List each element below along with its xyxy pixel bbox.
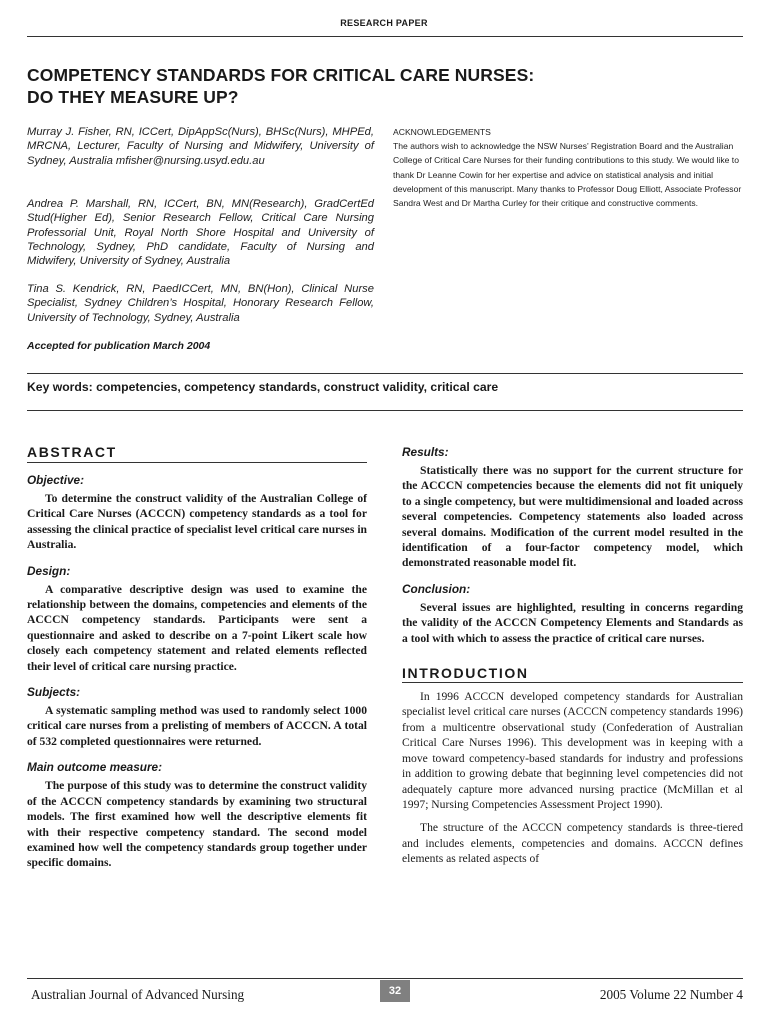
author-kendrick: Tina S. Kendrick, RN, PaedICCert, MN, BN(Hon), Clinical Nurse Specialist, Sydney Children’s Hospital, Honorary Research Fellow, University of Technology, Sydney, Australia <box>27 283 374 324</box>
keywords-top-rule <box>27 373 743 374</box>
results-text: Statistically there was no support for the current structure for the ACCCN competencies because the elements did not fit uniquely to a single competency, but were multidimensional and loaded across several competencies. Competency statements also loaded across several domains. Modification of the current model resulted in the identification of a four-factor competency model, which demonstrated reasonable model fit. <box>402 464 743 570</box>
abstract-heading: ABSTRACT <box>27 444 117 460</box>
keywords: Key words: competencies, competency standards, construct validity, critical care <box>27 380 499 394</box>
page-number: 32 <box>380 980 410 1002</box>
footer-journal-name: Australian Journal of Advanced Nursing <box>31 987 245 1002</box>
introduction-heading-rule <box>402 682 743 683</box>
paper-title <box>27 64 567 108</box>
abstract-right-column <box>402 445 743 867</box>
author-marshall: Andrea P. Marshall, RN, ICCert, BN, MN(Research), GradCertEd Stud(Higher Ed), Senior Research Fellow, Critical Care Nursing Professorial Unit, Royal North Shore Hospital and University of Technology, Sydney, PhD candidate, Faculty of Nursing and Midwifery, University of Sydney, Australia <box>27 198 374 268</box>
conclusion-heading: Conclusion: <box>402 581 471 596</box>
design-heading: Design: <box>27 563 71 578</box>
subjects-heading: Subjects: <box>27 685 81 700</box>
acknowledgements <box>393 125 743 210</box>
introduction-paragraph-2: The structure of the ACCCN competency standards is three-tiered and includes elements, competencies and domains. ACCCN defines elements as related aspects of <box>402 821 743 866</box>
outcome-text: The purpose of this study was to determine the construct validity of the ACCCN competency standards by examining two structural models. The first examined how well the descriptive elements fit with their respective competency standard. The second model examined how well the competency standards group together under specific domains. <box>27 779 367 870</box>
outcome-heading: Main outcome measure: <box>27 760 163 775</box>
subjects-text: A systematic sampling method was used to randomly select 1000 critical care nurses from a prelisting of members of ACCCN. A total of 532 completed questionnaires were returned. <box>27 704 367 748</box>
objective-text: To determine the construct validity of the Australian College of Critical Care Nurses (ACCCN) competency standards as a tool for assessing the clinical practice of specialist level critical care nurses in Australia. <box>27 492 367 552</box>
footer-volume: 2005 Volume 22 Number 4 <box>599 987 743 1002</box>
author-fisher: Murray J. Fisher, RN, ICCert, DipAppSc(Nurs), BHSc(Nurs), MHPEd, MRCNA, Lecturer, Faculty of Nursing and Midwifery, University of Sydney, Australia mfisher@nursing.usyd.edu.au <box>27 126 374 167</box>
design-text: A comparative descriptive design was used to examine the relationship between the domains, competencies and elements of the ACCCN competency standards. Participants were sent a questionnaire and asked to describe on a 7-point Likert scale how closely each competency statement and related elements reflected their level of critical care nursing practice. <box>27 582 367 673</box>
acknowledgements-title: ACKNOWLEDGEMENTS <box>393 127 491 137</box>
running-header: RESEARCH PAPER <box>340 18 428 28</box>
abstract-heading-rule <box>27 462 367 463</box>
introduction-heading: INTRODUCTION <box>402 665 529 682</box>
results-heading: Results: <box>402 445 449 459</box>
acknowledgements-text: The authors wish to acknowledge the NSW Nurses’ Registration Board and the Australian College of Critical Care Nurses for their funding contributions to this study. We would like to thank Dr Leanne Cowin for her expertise and advice on statistical analysis and initial development of this manuscript. Many thanks to Professor Doug Elliott, Associate Professor Sandra West and Dr Martha Curley for their critique and constructive comments. <box>393 141 742 209</box>
objective-heading: Objective: <box>27 473 85 487</box>
conclusion-text: Several issues are highlighted, resulting in concerns regarding the validity of the ACCCN Competency Elements and Standards as a tool with which to assess the practice of critical care nurses. <box>402 600 743 645</box>
footer-rule <box>27 978 743 979</box>
introduction-paragraph-1: In 1996 ACCCN developed competency standards for Australian specialist level critical care nurses (ACCCN competency standards 1996) from a multicentre observational study (Confederation of Australian Critical Care Nurses 1996). This development was in keeping with a move toward competency-based standards for industry and professions in addition to growing debate that beginning level competencies did not adequately capture more advanced nursing practice (McMillan et al 1997; Nursing Competencies Assessment Project 1990). <box>402 690 743 811</box>
keywords-bottom-rule <box>27 410 743 411</box>
accepted-date: Accepted for publication March 2004 <box>27 340 211 352</box>
title-line-1: COMPETENCY STANDARDS FOR CRITICAL CARE NURSES: <box>27 65 535 85</box>
header-rule <box>27 36 743 37</box>
abstract-left-column <box>27 473 367 871</box>
title-line-2: DO THEY MEASURE UP? <box>27 87 239 107</box>
